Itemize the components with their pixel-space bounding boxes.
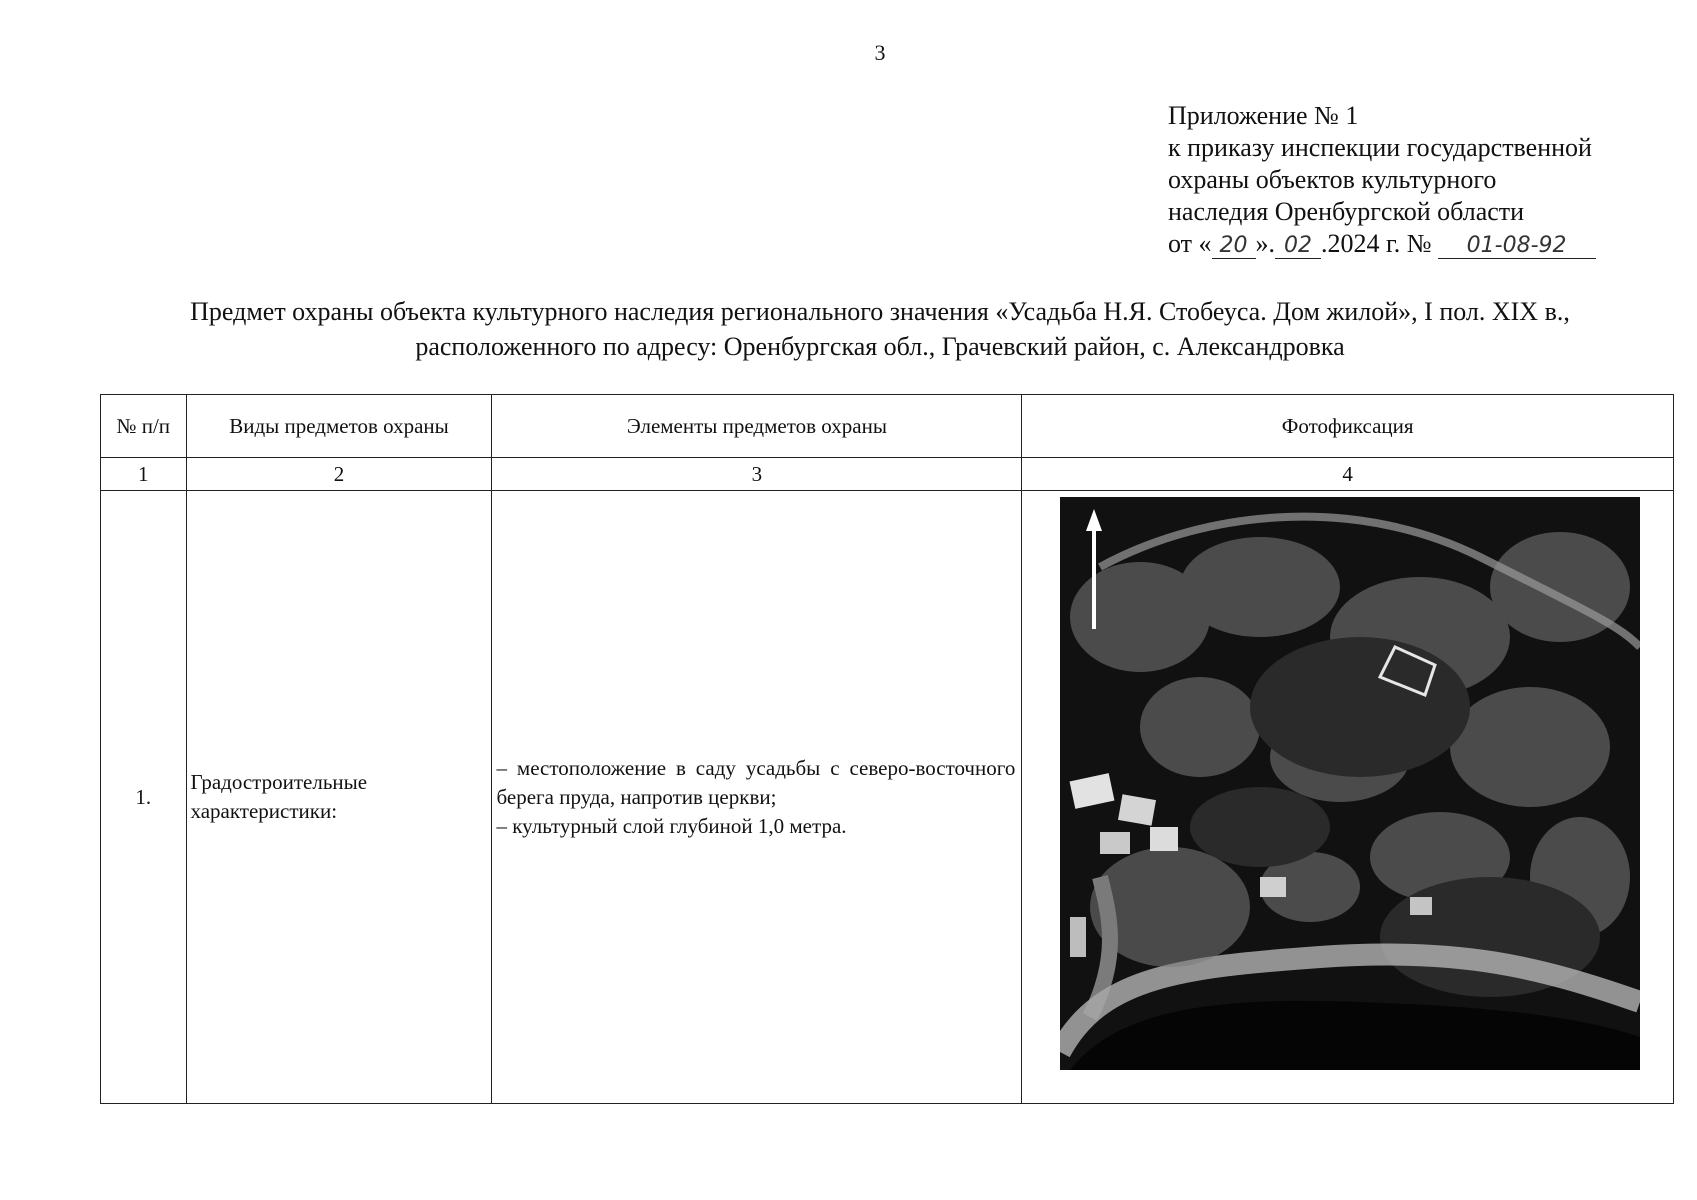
row-photo-cell — [1022, 491, 1674, 1104]
header-types: Виды предметов охраны — [186, 395, 492, 458]
column-number-2: 2 — [186, 458, 492, 491]
column-number-row — [101, 458, 1674, 491]
appendix-line-3: охраны объектов культурного — [1168, 165, 1497, 194]
header-photo: Фотофиксация — [1022, 395, 1674, 458]
row-type: Градостроительные характеристики: — [186, 491, 492, 1104]
handwritten-day: 20 — [1212, 234, 1256, 259]
element-location: – местоположение в саду усадьбы с северо-восточного берега пруда, напротив церкви; — [496, 755, 1016, 809]
table-header-row — [101, 395, 1674, 458]
appendix-line-4: наследия Оренбургской области — [1168, 197, 1525, 226]
appendix-date-line — [1168, 228, 1596, 260]
date-separator: ». — [1255, 229, 1276, 258]
appendix-line-2: к приказу инспекции государственной — [1168, 133, 1592, 162]
column-number-4: 4 — [1022, 458, 1674, 491]
element-cultural-layer: – культурный слой глубиной 1,0 метра. — [496, 813, 847, 838]
protection-table — [100, 394, 1674, 1104]
header-elements: Элементы предметов охраны — [492, 395, 1022, 458]
row-elements — [492, 491, 1022, 1104]
title-line-1: Предмет охраны объекта культурного наследия регионального значения «Усадьба Н.Я. Стобеуса. Дом жилой», I пол. XIX в., — [190, 297, 1570, 326]
row-number: 1. — [101, 491, 187, 1104]
handwritten-month: 02 — [1275, 234, 1321, 259]
document-title — [100, 294, 1660, 364]
column-number-1: 1 — [101, 458, 187, 491]
header-number: № п/п — [101, 395, 187, 458]
title-line-2: расположенного по адресу: Оренбургская обл., Грачевский район, с. Александровка — [415, 332, 1345, 361]
date-prefix: от « — [1168, 229, 1212, 258]
date-year: .2024 г. № — [1321, 229, 1432, 258]
appendix-block — [1168, 100, 1596, 260]
table-row — [101, 491, 1674, 1104]
column-number-3: 3 — [492, 458, 1022, 491]
page-number: 3 — [874, 40, 886, 65]
aerial-photo — [1060, 497, 1640, 1070]
handwritten-order-number: 01-08-92 — [1438, 234, 1596, 259]
appendix-line-1: Приложение № 1 — [1168, 101, 1359, 130]
